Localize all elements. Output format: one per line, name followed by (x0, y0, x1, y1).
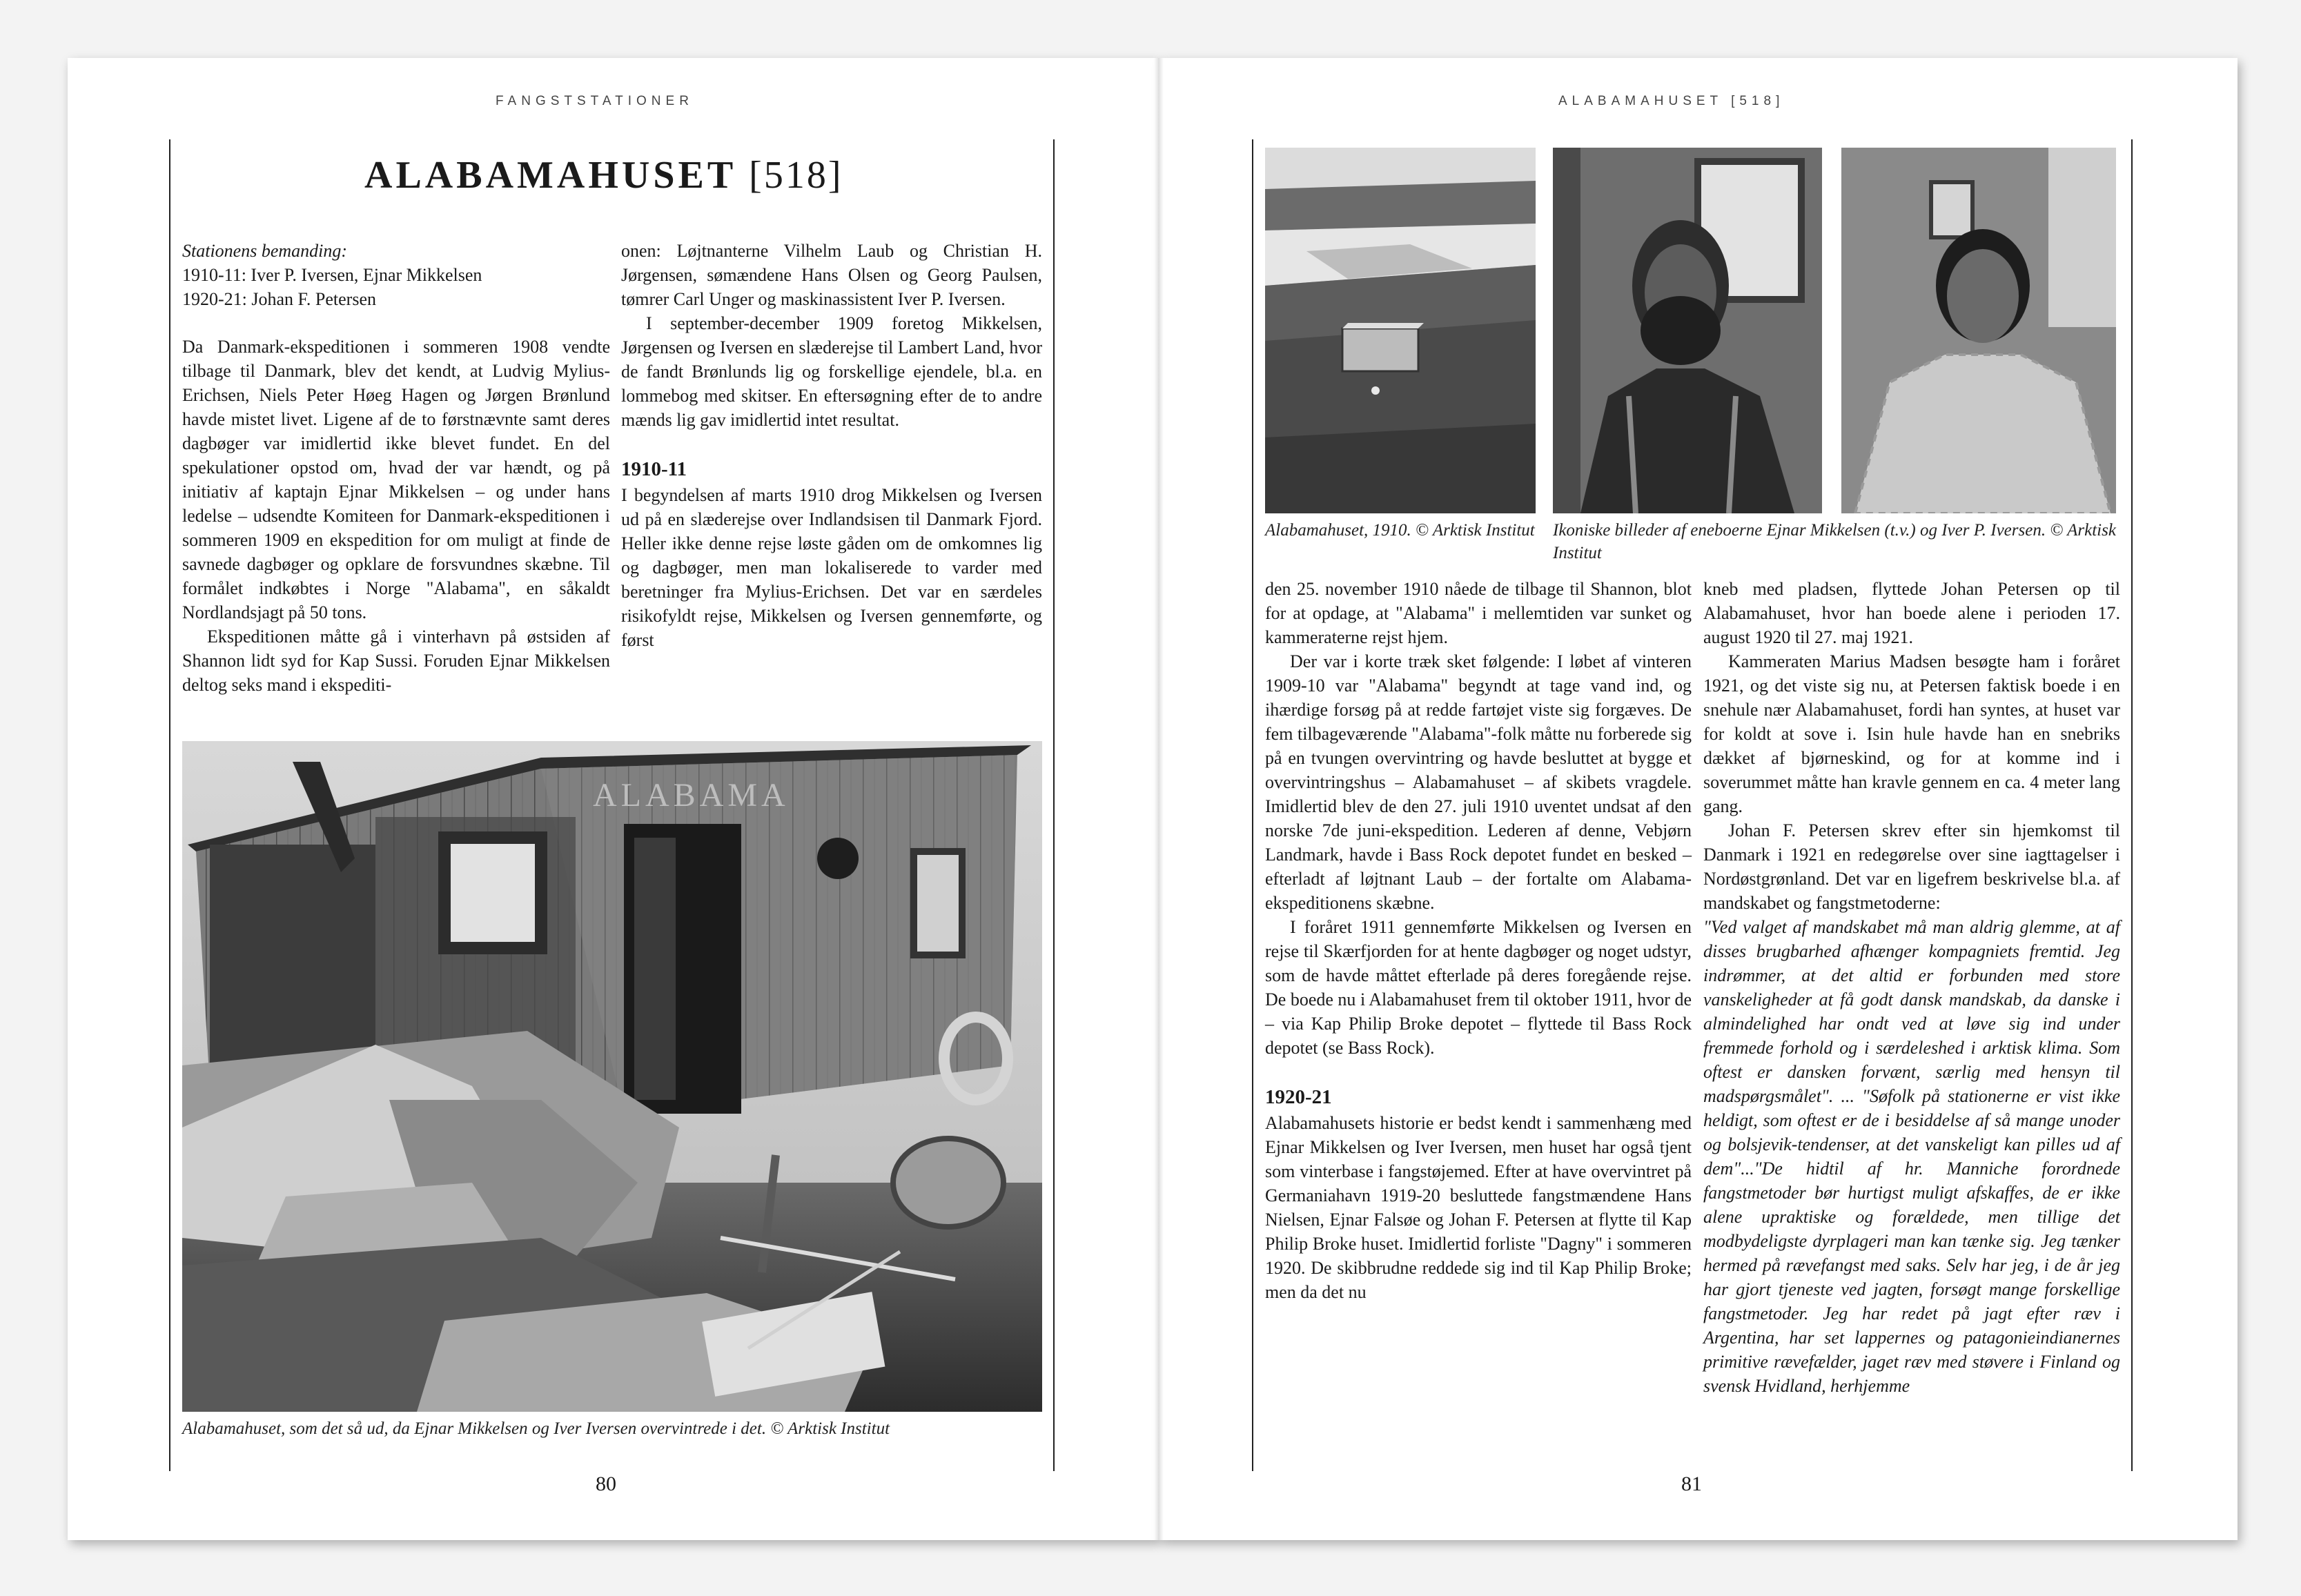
paragraph: den 25. november 1910 nåede de tilbage til Shannon, blot for at opdage, at "Alabama" i mellemtiden var sunket og kammeraterne rejst hjem. (1265, 579, 1692, 647)
paragraph: onen: Løjtnanterne Vilhelm Laub og Christian H. Jørgensen, sømændene Hans Olsen og Georg Paulsen, tømrer Carl Unger og maskinassistent Iver P. Iversen. (621, 241, 1042, 309)
photo-caption-hut: Alabamahuset, 1910. © Arktisk Institut (1265, 521, 1535, 540)
section-heading-1920: 1920-21 (1265, 1086, 1332, 1108)
left-margin-rule (1252, 139, 1253, 1471)
left-margin-rule (169, 139, 170, 1471)
page-title (364, 153, 843, 197)
running-head-left: FANGSTSTATIONER (496, 94, 694, 108)
paragraph: I begyndelsen af marts 1910 drog Mikkelsen og Iversen ud på en slæderejse over Indlandsisen til Danmark Fjord. Heller ikke denne rejse løste gåden om de omkomnes lig og dagbøger, men man lokaliserede to varder med beretninger fra Mylius-Erichsen. Det var en særdeles risikofyldt rejse, Mikkelsen og Iversen gennemførte, og først (621, 485, 1042, 650)
photo-caption: Alabamahuset, som det så ud, da Ejnar Mikkelsen og Iver Iversen overvintrede i det. © Arktisk Institut (182, 1419, 890, 1438)
book-gutter (1154, 58, 1164, 1540)
hut-illustration (182, 741, 1042, 1412)
left-page (68, 58, 1158, 1540)
title-number: [518] (749, 154, 843, 197)
right-column-1 (1265, 577, 1692, 1304)
paragraph: I foråret 1911 gennemførte Mikkelsen og Iversen en rejse til Skærfjorden for at hente dagbøger og noget udstyr, som de havde måttet efterlade på deres foregående rejse. De boede nu i Alabamahuset frem til oktober 1911, hvor de – via Kap Philip Broke depotet – flyttede til Bass Rock depotet (se Bass Rock). (1265, 917, 1692, 1058)
paragraph: Der var i korte træk sket følgende: I løbet af vinteren 1909-10 var "Alabama" begyndt at tage vand ind, og ihærdige forsøg på at redde fartøjet viste sig forgæves. De fem tilbageværende "Alabama"-folk måtte nu forberede sig på en tvungen overvintring og havde besluttet at bygge et overvintringshus – Alabamahuset – af skibets vragdele. Imidlertid blev de den 27. juli 1910 uventet undsat af den norske 7de juni-ekspedition. Lederen af denne, Vebjørn Landmark, havde i Bass Rock depotet fundet en besked – efterladt af løjtnant Laub – der fortalte om Alabama-ekspeditionens skæbne. (1265, 651, 1692, 913)
photo-sign: ALABAMA (593, 777, 790, 814)
quotation: "Ved valget af mandskabet må man aldrig glemme, at af disses brugbarhed afhænger kompagniets fremtid. Jeg indrømmer, at det altid er forbunden med store vanskeligheder at få godt dansk mandskab, da danske i almindelighed har ondt ved at løve sig ind under fremmede forhold og i særdeleshed i arktisk klima. Som oftest er dansken forvænt, særlig med hensyn til madspørgsmålet". ... "Søfolk på stationerne er vist ikke heldigt, som oftest er de i besiddelse af så mange unoder og bolsjevik-tendenser, at det vanskeligt kan pilles ud af dem"..."De hidtil af hr. Manniche forordnede fangstmetoder bør hurtigst muligt afskaffes, de er ikke alene upraktiske og forældede, men tillige det modbydeligste dyrplageri man kan tænke sig. Jeg tænker hermed på rævefangst med saks. Selv har jeg, i de år jeg har gjort tjeneste ved jagten, forsøgt mange forskellige fangstmetoder. Jeg har redet på jagt efter ræv i Argentina, har set lappernes og patagonieindianernes primitive rævefælder, jaget ræv med støvere i Finland og svensk Hvidland, herhjemme (1703, 917, 2120, 1396)
paragraph: Ekspeditionen måtte gå i vinterhavn på østsiden af Shannon lidt syd for Kap Sussi. Foruden Ejnar Mikkelsen deltog seks mand i ekspediti- (182, 627, 610, 695)
right-margin-rule (2131, 139, 2133, 1471)
paragraph: Johan F. Petersen skrev efter sin hjemkomst til Danmark i 1921 en redegørelse over sine iagttagelser i Nordøstgrønland. Det var en ligefrem beskrivelse bl.a. af mandskabet og fangstmetoderne: (1703, 820, 2120, 913)
left-column-1 (182, 239, 610, 697)
right-column-2 (1703, 577, 2120, 1398)
alabamahuset-photo (182, 741, 1042, 1412)
crew-line-2: 1920-21: Johan F. Petersen (182, 289, 376, 309)
paragraph: Alabamahusets historie er bedst kendt i sammenhæng med Ejnar Mikkelsen og Iver Iversen, men huset har også tjent som vinterbase i fangstøjemed. Efter at have overvintret på Germaniahavn 1919-20 besluttede fangstmændene Hans Nielsen, Ejnar Falsøe og Johan F. Petersen at flytte til Kap Philip Broke huset. Imidlertid forliste "Dagny" i sommeren 1920. De skibbrudne reddede sig ind til Kap Philip Broke; men da det nu (1265, 1113, 1692, 1302)
portrait-photo-mikkelsen (1553, 148, 1822, 513)
hut-landscape-photo (1265, 148, 1536, 513)
photo-caption-portraits: Ikoniske billeder af eneboerne Ejnar Mikkelsen (t.v.) og Iver P. Iversen. © Arktisk Institut (1553, 521, 2116, 562)
right-margin-rule (1053, 139, 1055, 1471)
right-page (1159, 58, 2238, 1540)
paragraph: Kammeraten Marius Madsen besøgte ham i foråret 1921, og det viste sig nu, at Petersen faktisk boede i en snehule nær Alabamahuset, fordi han syntes, at huset var for koldt at sove i. Isin hule havde han en snebriks dækket af bjørneskind, og for at komme ind i soverummet måtte han kravle gennem en ca. 4 meter lang gang. (1703, 651, 2120, 816)
crew-line-1: 1910-11: Iver P. Iversen, Ejnar Mikkelsen (182, 265, 482, 285)
crew-label: Stationens bemanding: (182, 241, 348, 261)
section-heading-1910: 1910-11 (621, 458, 687, 480)
left-column-2 (621, 239, 1042, 652)
paragraph: I september-december 1909 foretog Mikkelsen, Jørgensen og Iversen en slæderejse til Lambert Land, hvor de fandt Brønlunds lig og forskellige ejendele, bl.a. en lommebog med skitser. En eftersøgning efter de to andre mænds lig gav imidlertid intet resultat. (621, 313, 1042, 430)
paragraph: Da Danmark-ekspeditionen i sommeren 1908 vendte tilbage til Danmark, blev det kendt, at Ludvig Mylius-Erichsen, Niels Peter Høeg Hagen og Jørgen Brønlund havde mistet livet. Ligene af de to førstnævnte samt deres dagbøger var imidlertid ikke blevet fundet. En del spekulationer opstod om, hvad der var hændt, og på initiativ af kaptajn Ejnar Mikkelsen – og under hans ledelse – udsendte Komiteen for Danmark-ekspeditionen i sommeren 1909 en ekspedition for om muligt at finde de savnede dagbøger og opklare de forsvundnes skæbne. Til formålet indkøbtes i Norge "Alabama", en såkaldt Nordlandsjagt på 50 tons. (182, 337, 610, 622)
page-number-left: 80 (596, 1472, 616, 1495)
running-head-right: ALABAMAHUSET [518] (1558, 94, 1785, 108)
page-number-right: 81 (1681, 1472, 1702, 1495)
portrait-photo-iversen (1841, 148, 2116, 513)
title-text: ALABAMAHUSET (364, 154, 736, 197)
paragraph: kneb med pladsen, flyttede Johan Petersen op til Alabamahuset, hvor han boede alene i perioden 17. august 1920 til 27. maj 1921. (1703, 579, 2120, 647)
